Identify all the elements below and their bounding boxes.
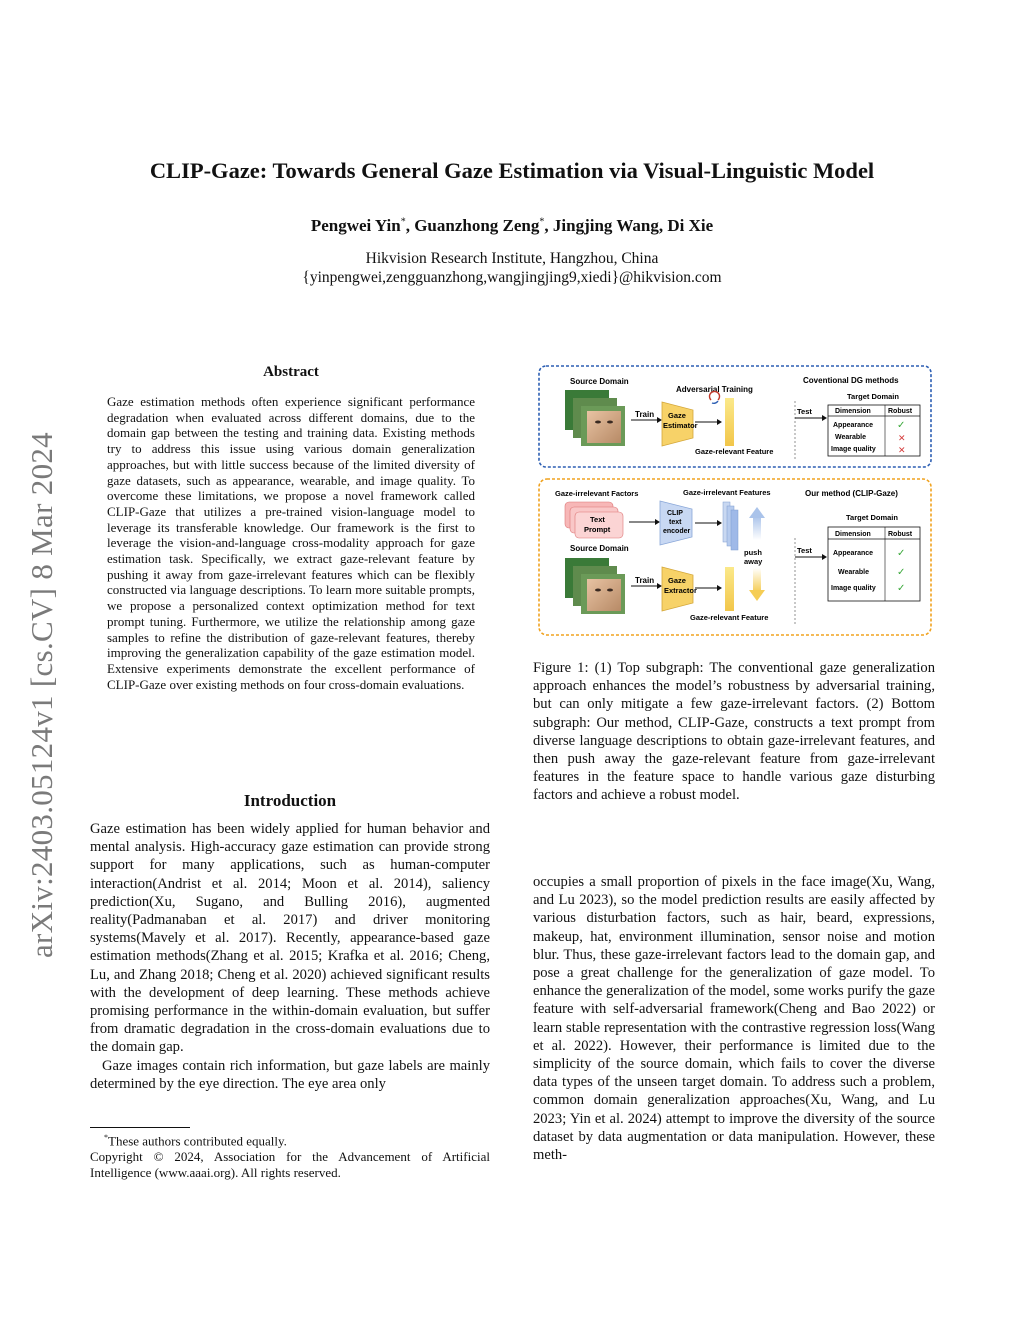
estimator-label-line1: Gaze (668, 411, 686, 420)
affiliation-block (0, 249, 1024, 287)
check-icon: ✓ (897, 567, 906, 578)
gaze-relevant-feature-bar (725, 398, 734, 446)
clip-label-line2: text (669, 519, 682, 526)
check-icon: ✓ (897, 583, 906, 594)
push-up-arrow-icon (749, 507, 765, 518)
irrelevant-features-label: Gaze-irrelevant Features (683, 488, 771, 497)
push-down-arrow-icon (749, 590, 765, 601)
extractor-label-line1: Gaze (668, 576, 686, 585)
figure-1 (535, 362, 935, 640)
introduction-paragraph: Gaze images contain rich information, but gaze labels are mainly determined by the eye direction. The eye area only (90, 1057, 490, 1092)
equal-contribution-mark: * (539, 216, 545, 228)
author-name: Guanzhong Zeng (414, 216, 540, 235)
bottom-source-domain-label: Source Domain (570, 544, 629, 553)
figure-1-diagram (535, 362, 935, 640)
top-table-row-dimension: Wearable (835, 434, 866, 441)
abstract-text: Gaze estimation methods often experience significant performance degradation when evaluated across different domains, due to the domain gap between the testing and training data. Existing methods try to address this issue using various domain generalization approaches, but with little success because of the limited diversity of gaze datasets, such as appearance, wearable, and image quality. To overcome these limitations, we propose a novel framework called CLIP-Gaze that utilizes a pre-trained vision-language model to leverage its transferable knowledge. Our framework is the first to leverage the vision-and-language cross-modality approach for gaze estimation task. Specifically, we extract gaze-relevant feature by pushing it away from gaze-irrelevant features which can be flexibly constructed via language descriptions. To learn more suitable prompts, we propose a personalized context optimization method for text prompt tuning. Furthermore, we utilize the relationship among gaze samples to refine the distribution of gaze-relevant features, thereby improving the generalization capability of the gaze estimation model. Extensive experiments demonstrate the excellent performance of CLIP-Gaze over existing methods on four cross-domain evaluations. (107, 394, 475, 692)
footnote-equal-text: These authors contributed equally. (108, 1133, 287, 1149)
top-face-images (565, 390, 625, 446)
footnote-equal: *These authors contributed equally. (104, 1133, 287, 1149)
clip-label-line3: encoder (663, 528, 691, 535)
bottom-table-header-robust: Robust (888, 531, 913, 538)
adversarial-training-label: Adversarial Training (676, 385, 753, 394)
check-icon: ✓ (897, 420, 906, 431)
bottom-train-label: Train (635, 576, 655, 585)
push-away-line1: push (744, 548, 762, 557)
top-feature-label: Gaze-relevant Feature (695, 447, 774, 456)
copyright-notice: Copyright © 2024, Association for the Advancement of Artificial Intelligence (www.aaai.org). All rights reserved. (90, 1149, 490, 1181)
top-table-row-dimension: Image quality (831, 446, 876, 453)
clip-label-line1: CLIP (667, 510, 683, 517)
text-prompt-line1: Text (590, 515, 605, 524)
top-test-label: Test (797, 407, 812, 416)
footnote-rule (90, 1127, 190, 1128)
author-list (0, 216, 1024, 236)
footnote (90, 1130, 490, 1181)
extractor-label-line2: Extractor (664, 586, 697, 595)
estimator-label-line2: Estimator (663, 421, 698, 430)
author-name: Pengwei Yin (310, 216, 401, 235)
bottom-face-images (565, 558, 625, 614)
check-icon: ✓ (897, 548, 906, 559)
top-table-header-dimension: Dimension (835, 408, 871, 415)
cross-icon: ✕ (898, 433, 906, 443)
top-source-domain-label: Source Domain (570, 377, 629, 386)
conventional-dg-title: Coventional DG methods (803, 376, 899, 385)
cross-icon: ✕ (898, 445, 906, 455)
clip-gaze-method-title: Our method (CLIP-Gaze) (805, 489, 898, 498)
bottom-robustness-table (828, 527, 920, 601)
figure-1-caption: Figure 1: (1) Top subgraph: The conventional gaze generalization approach enhances the model’s robustness by adversarial training, but can only mitigate a few gaze-irrelevant factors. (2) Bottom subgraph: Our method, CLIP-Gaze, constructs a text prompt from diverse language descriptions to obtain gaze-irrelevant features, and then push away the gaze-relevant feature from gaze-irrelevant features in the feature space to handle various gaze disturbing factors and achieve a robust model. (533, 660, 935, 804)
text-prompt-line2: Prompt (584, 525, 611, 534)
top-table-row-dimension: Appearance (833, 422, 874, 429)
top-table-header-robust: Robust (888, 408, 913, 415)
bottom-table-row-dimension: Wearable (838, 569, 869, 576)
bottom-target-domain-label: Target Domain (846, 513, 898, 522)
irrelevant-feature-bars (723, 502, 738, 550)
paper-title: CLIP-Gaze: Towards General Gaze Estimation via Visual-Linguistic Model (149, 158, 875, 183)
bottom-test-label: Test (797, 546, 812, 555)
author-emails: {yinpengwei,zengguanzhong,wangjingjing9,xiedi}@hikvision.com (302, 269, 722, 286)
author-separator: , (405, 216, 415, 235)
equal-contribution-mark: * (400, 216, 406, 228)
introduction-heading: Introduction (243, 791, 337, 810)
abstract-heading: Abstract (263, 364, 319, 380)
introduction-paragraph: Gaze estimation has been widely applied for human behavior and mental analysis. High-accuracy gaze estimation can provide strong support for many applications, such as human-computer interaction(Andrist et al. 2014; Moon et al. 2014), saliency prediction(Xu, Sugano, and Bulling 2016), augmented reality(Padmanaban et al. 2017) and driver monitoring systems(Mavely et al. 2017). Recently, appearance-based gaze estimation methods(Zhang et al. 2015; Krafka et al. 2016; Cheng, Lu, and Zhang 2018; Cheng et al. 2020) achieved significant results with the development of deep learning. These methods achieve promising performance in the within-domain evaluation, but suffer from dramatic degradation in the cross-domain evaluations due to the domain gap. (90, 821, 490, 1056)
top-robustness-table (828, 405, 920, 456)
push-away-line2: away (744, 557, 763, 566)
author-name: Jingjing Wang, Di Xie (552, 216, 714, 235)
author-separator: , (544, 216, 553, 235)
top-train-label: Train (635, 410, 655, 419)
top-target-domain-label: Target Domain (847, 392, 899, 401)
introduction-body (90, 820, 490, 1093)
bottom-table-row-dimension: Appearance (833, 550, 874, 557)
bottom-feature-label: Gaze-relevant Feature (690, 613, 769, 622)
bottom-table-header-dimension: Dimension (835, 531, 871, 538)
affiliation: Hikvision Research Institute, Hangzhou, China (365, 250, 659, 267)
arxiv-identifier: arXiv:2403.05124v1 [cs.CV] 8 Mar 2024 (24, 432, 59, 958)
right-column-body: occupies a small proportion of pixels in the face image(Xu, Wang, and Lu 2023), so the model prediction results are easily affected by various disturbation factors, such as hair, beard, expressions, makeup, hat, environment illumination, sensor noise and motion blur. Thus, these gaze-irrelevant factors lead to the domain gap, and pose a great challenge for the generalization of gaze model. To enhance the generalization of the model, some works purify the gaze feature with self-adversarial framework(Cheng and Bao 2022) or learn stable representation with the contrastive regression loss(Wang et al. 2022). However, their performance is limited due to the simplicity of the source domain, which fails to cover the diverse data types of the unseen target domain. To address such a problem, common domain generalization approaches(Xu, Wang, and Lu 2023; Yin et al. 2024) attempt to improve the diversity of the source dataset by data augmentation or data manipulation. However, these meth- (533, 874, 935, 1164)
bottom-gaze-feature-bar (725, 567, 734, 611)
bottom-table-row-dimension: Image quality (831, 585, 876, 592)
irrelevant-factors-label: Gaze-irrelevant Factors (555, 489, 639, 498)
